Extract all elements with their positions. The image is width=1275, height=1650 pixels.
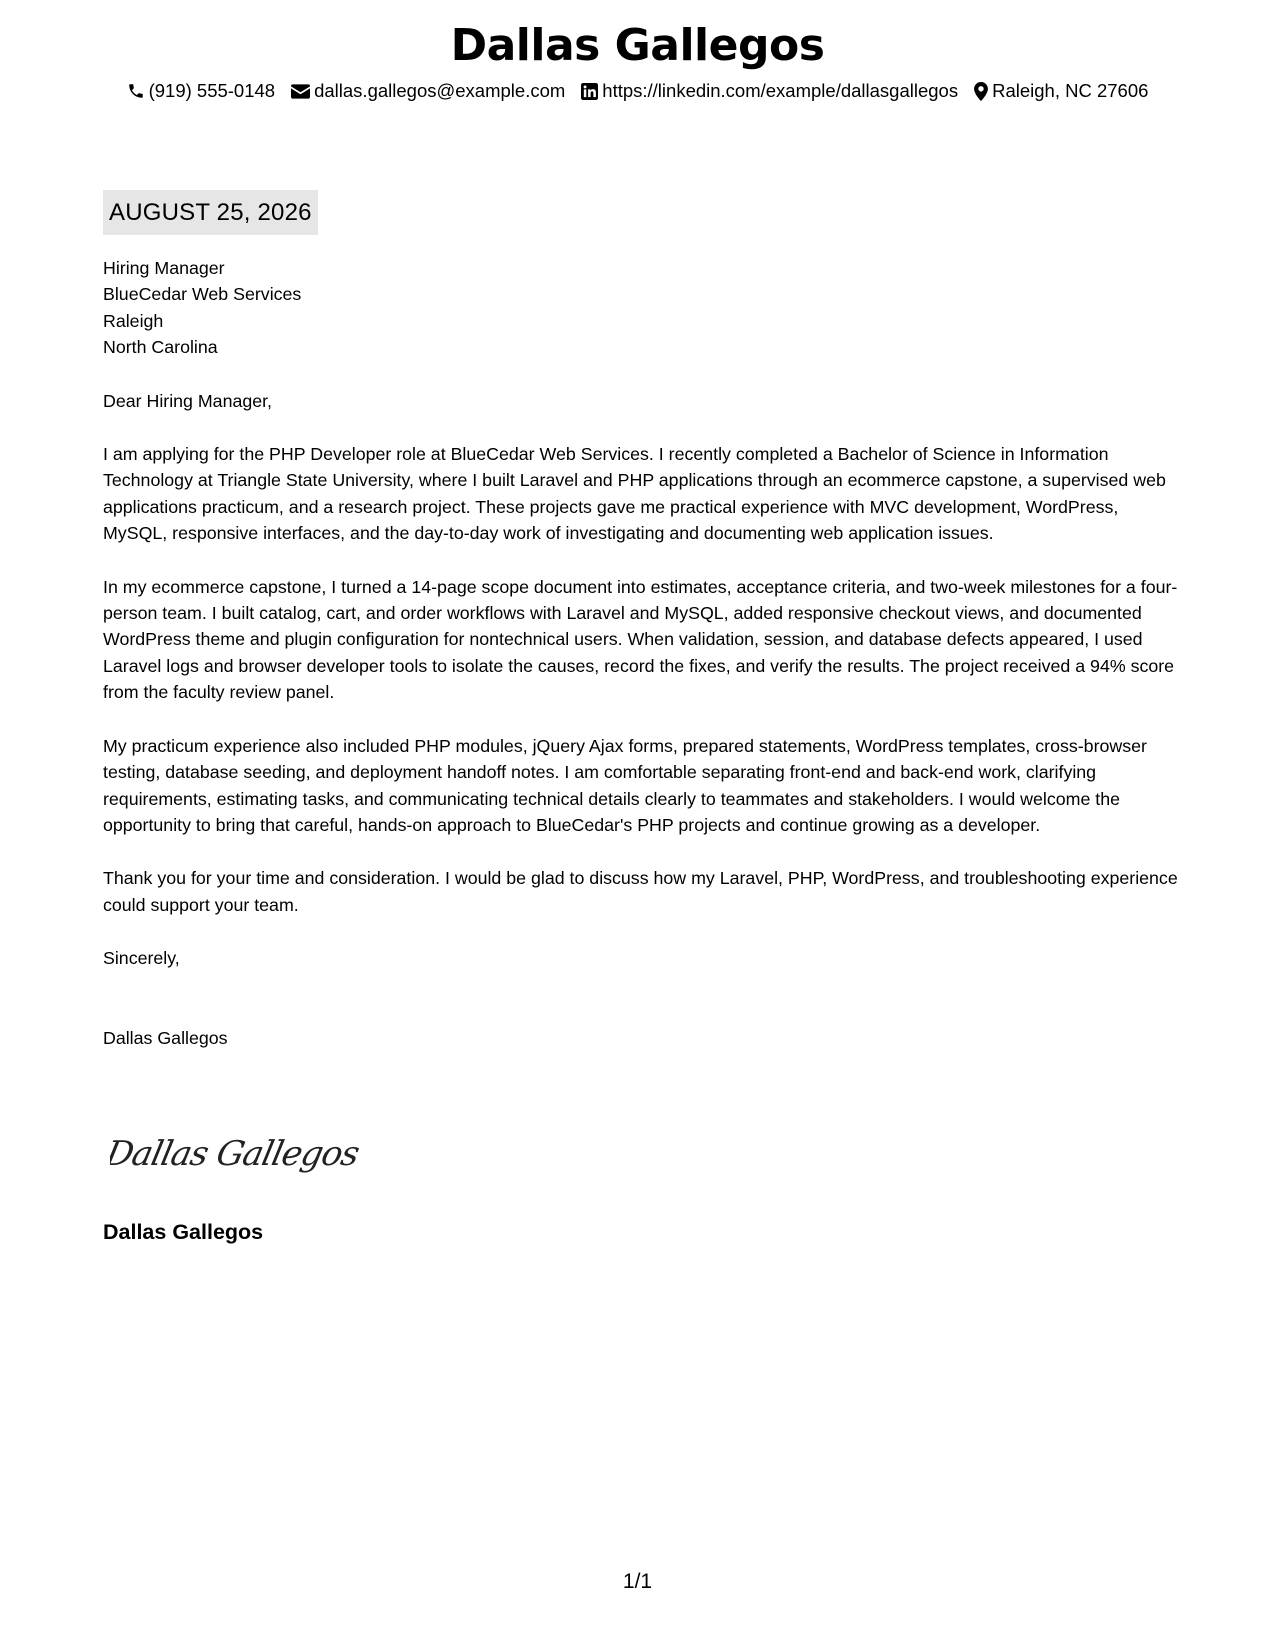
linkedin-icon (581, 83, 598, 100)
contact-location (974, 80, 1148, 102)
salutation: Dear Hiring Manager, (103, 390, 272, 411)
contact-phone (127, 80, 276, 102)
paragraph-thanks: Thank you for your time and consideration. I would be glad to discuss how my Laravel, PHP, WordPress, and troubleshooting experience could support your team. (103, 868, 1178, 915)
closing-salutation: Sincerely, (103, 948, 180, 969)
paragraph-intro: I am applying for the PHP Developer role at BlueCedar Web Services. I recently completed a Bachelor of Science in Information Technology at Triangle State University, where I built Laravel and PHP applications through an ecommerce capstone, a supervised web applications practicum, and a research project. These projects gave me practical experience with MVC development, WordPress, MySQL, responsive interfaces, and the day-to-day work of investigating and documenting web application issues. (103, 444, 1166, 544)
handwritten-signature (110, 1127, 370, 1183)
page-number: 1/1 (622, 1570, 653, 1593)
envelope-icon (291, 84, 310, 99)
letter-date: AUGUST 25, 2026 (103, 190, 318, 235)
contact-email (291, 80, 565, 102)
recipient-block (103, 255, 1183, 361)
phone-icon (127, 82, 145, 100)
recipient-city: Raleigh (103, 310, 164, 331)
paragraph-capstone: In my ecommerce capstone, I turned a 14-page scope document into estimates, acceptance criteria, and two-week milestones for a four-person team. I built catalog, cart, and order workflows with Laravel and MySQL, added responsive checkout views, and documented WordPress theme and plugin configuration for nontechnical users. When validation, session, and database defects appeared, I used Laravel logs and browser developer tools to isolate the causes, record the fixes, and verify the results. The project received a 94% score from the faculty review panel. (103, 576, 1178, 703)
email-text: dallas.gallegos@example.com (314, 80, 566, 101)
letter-body (103, 255, 1183, 1051)
linkedin-text: https://linkedin.com/example/dallasgallegos (602, 80, 959, 101)
closing-name: Dallas Gallegos (103, 1027, 228, 1048)
contact-info-bar (0, 80, 1275, 102)
recipient-title: Hiring Manager (103, 258, 225, 278)
phone-text: (919) 555-0148 (148, 80, 276, 101)
signature-text: Dallas Gallegos (110, 1134, 363, 1174)
contact-linkedin (581, 80, 958, 102)
recipient-state: North Carolina (103, 337, 218, 358)
printed-name: Dallas Gallegos (103, 1220, 264, 1244)
location-pin-icon (974, 82, 988, 101)
recipient-company: BlueCedar Web Services (103, 284, 302, 305)
location-text: Raleigh, NC 27606 (992, 80, 1149, 101)
applicant-name-heading: Dallas Gallegos (450, 20, 825, 71)
paragraph-practicum: My practicum experience also included PHP modules, jQuery Ajax forms, prepared statements, WordPress templates, cross-browser testing, database seeding, and deployment handoff notes. I am comfortable separating front-end and back-end work, clarifying requirements, estimating tasks, and communicating technical details clearly to teammates and stakeholders. I would welcome the opportunity to bring that careful, hands-on approach to BlueCedar's PHP projects and continue growing as a developer. (103, 735, 1147, 835)
